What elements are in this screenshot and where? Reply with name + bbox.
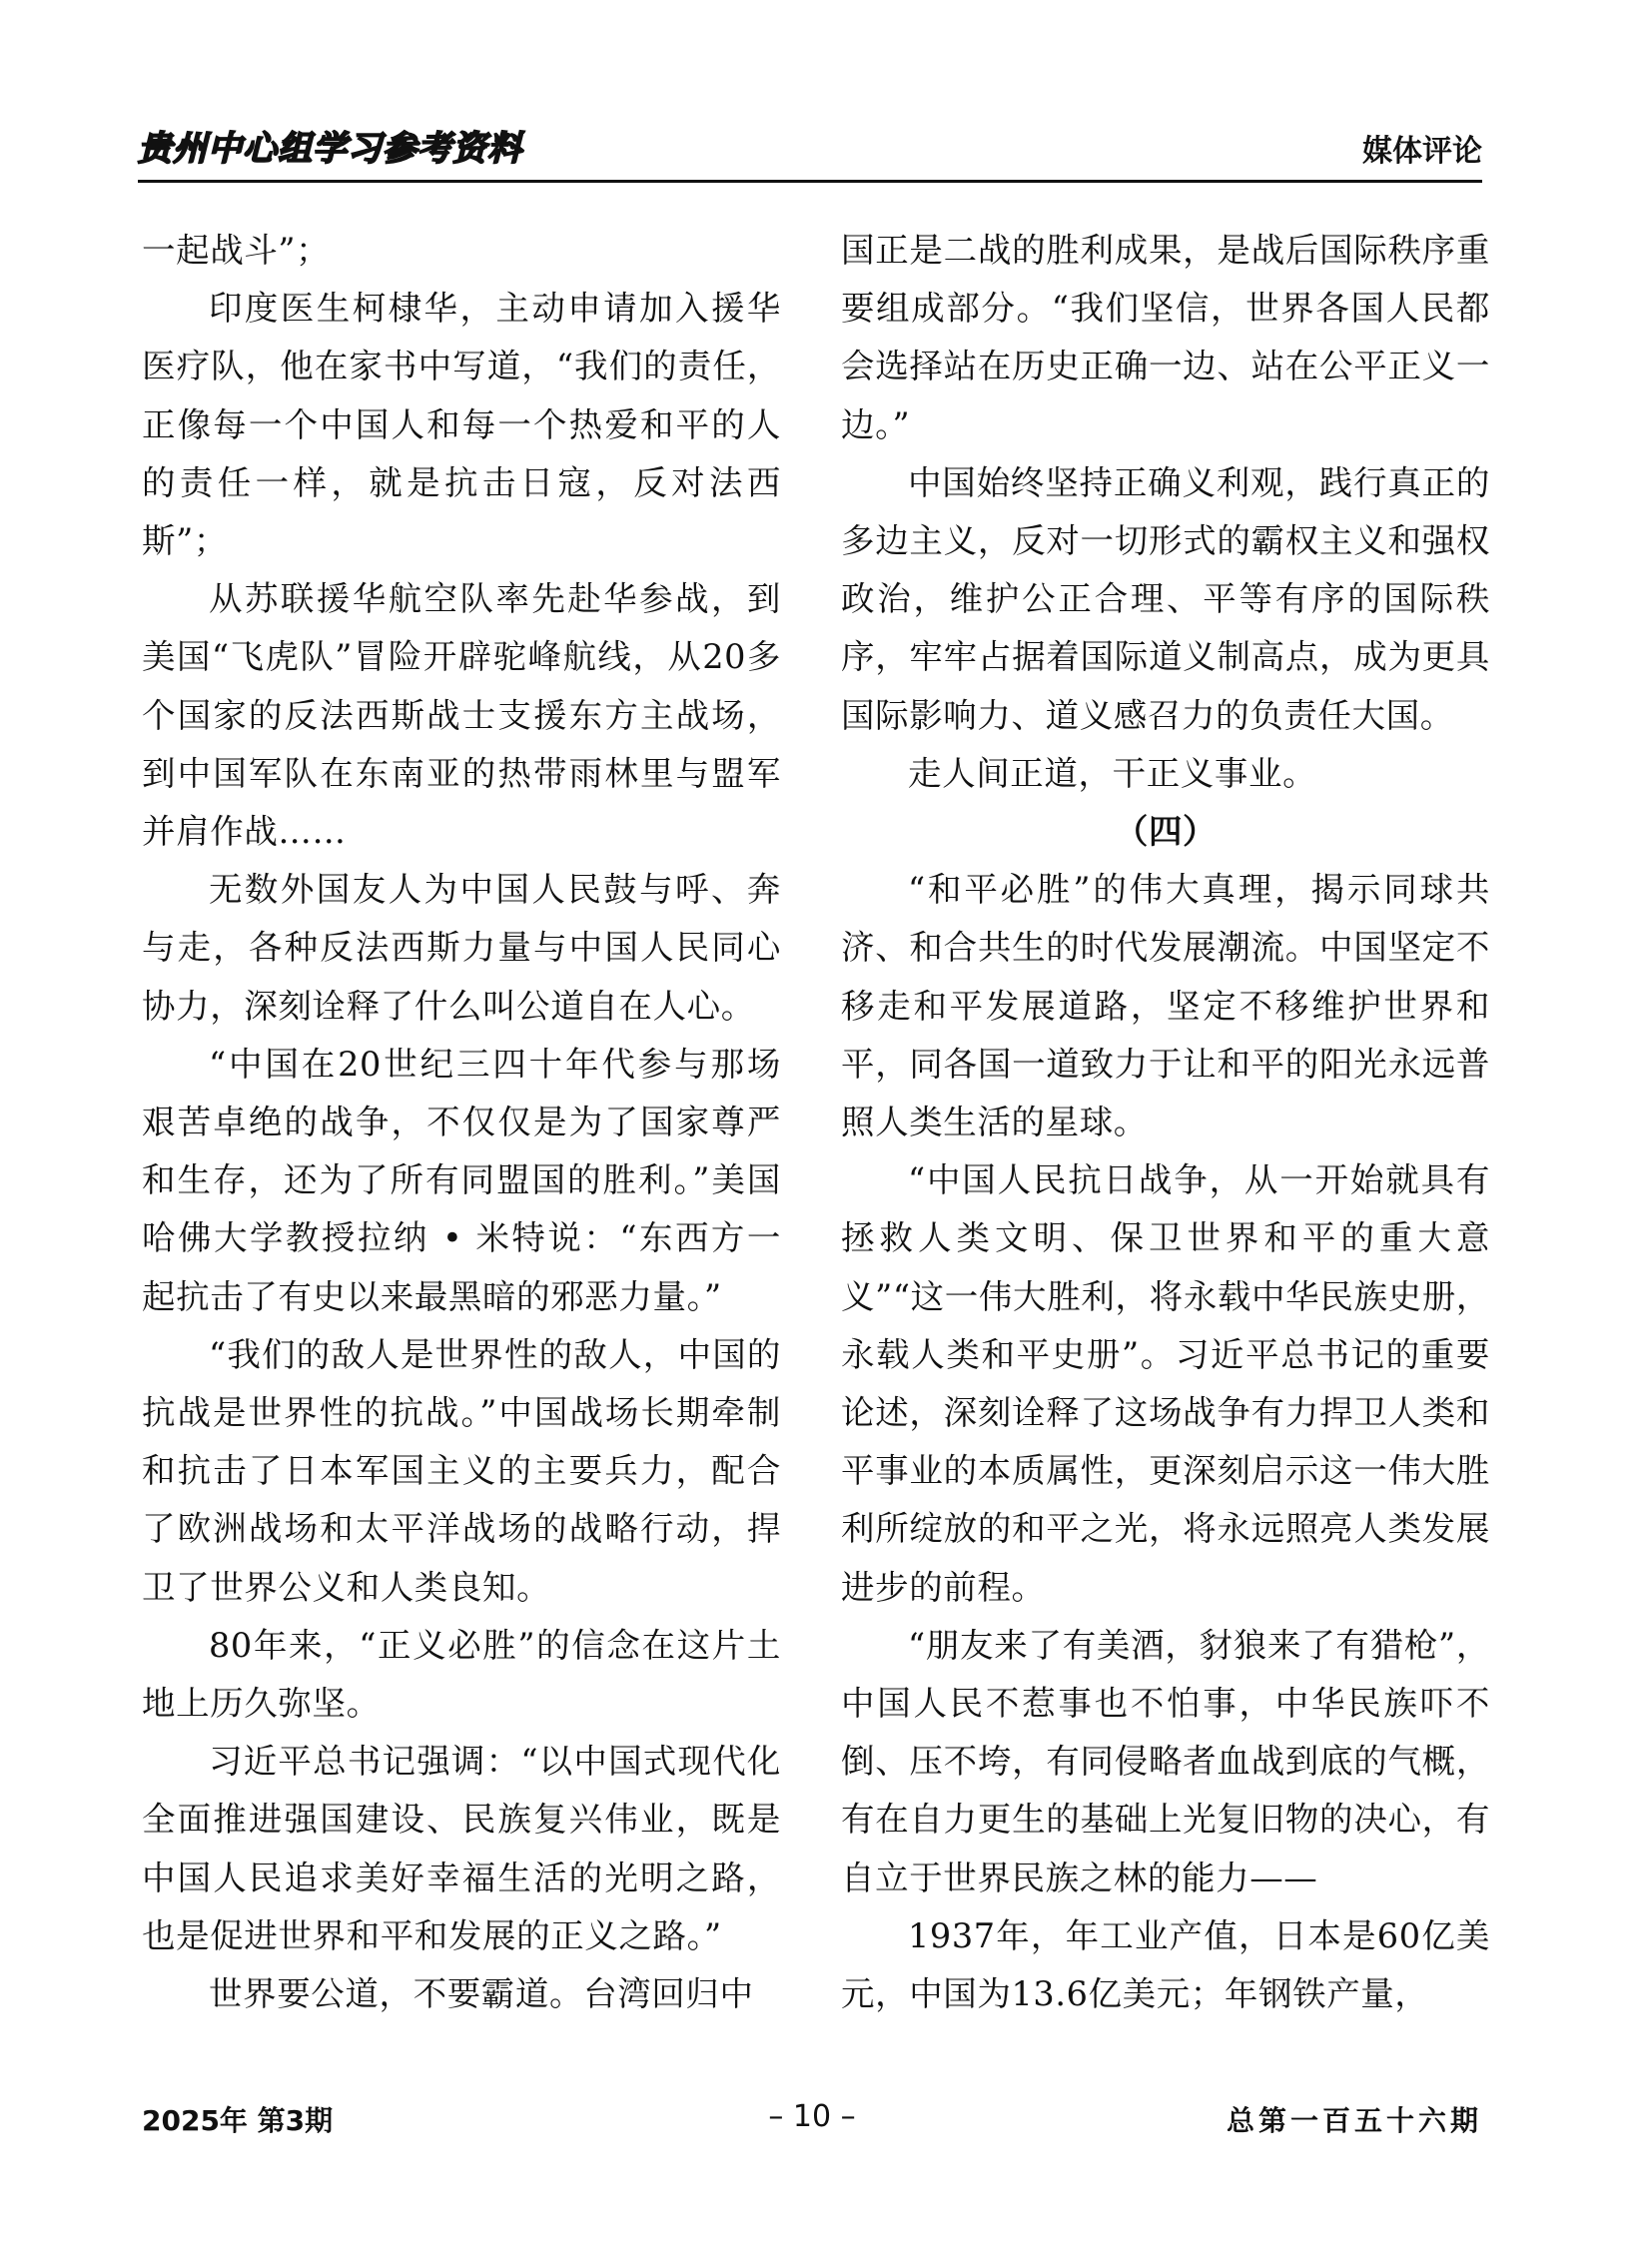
page-footer xyxy=(142,2099,1482,2139)
total-issue-label: 总第一百五十六期 xyxy=(1226,2104,1482,2137)
publication-title: 贵州中心组学习参考资料 xyxy=(138,129,522,169)
paragraph: 1937年，年工业产值，日本是60亿美元，中国为13.6亿美元；年钢铁产量， xyxy=(841,1915,1490,2014)
right-column xyxy=(841,222,1490,2023)
paragraph: 习近平总书记强调：“以中国式现代化全面推进强国建设、民族复兴伟业，既是中国人民追求美好幸福生活的光明之路，也是促进世界和平和发展的正义之路。” xyxy=(142,1742,781,1955)
paragraph: “和平必胜”的伟大真理，揭示同球共济、和合共生的时代发展潮流。中国坚定不移走和平发展道路，坚定不移维护世界和平，同各国一道致力于让和平的阳光永远普照人类生活的星球。 xyxy=(841,870,1490,1142)
issue-label: 2025年 第3期 xyxy=(142,2104,334,2137)
section-title: 媒体评论 xyxy=(1362,134,1482,169)
paragraph: “中国在20世纪三四十年代参与那场艰苦卓绝的战争，不仅仅是为了国家尊严和生存，还为了所有同盟国的胜利。”美国哈佛大学教授拉纳 • 米特说：“东西方一起抗击了有史以来最黑暗的邪恶力量。” xyxy=(142,1044,781,1316)
paragraph: “中国人民抗日战争，从一开始就具有拯救人类文明、保卫世界和平的重大意义”“这一伟大胜利，将永载中华民族史册，永载人类和平史册”。习近平总书记的重要论述，深刻诠释了这场战争有力捍卫人类和平事业的本质属性，更深刻启示这一伟大胜利所绽放的和平之光，将永远照亮人类发展进步的前程。 xyxy=(841,1160,1490,1607)
section-heading: （四） xyxy=(1114,812,1218,852)
paragraph: 从苏联援华航空队率先赴华参战，到美国“飞虎队”冒险开辟驼峰航线，从20多个国家的反法西斯战士支援东方主战场，到中国军队在东南亚的热带雨林里与盟军并肩作战…… xyxy=(142,579,781,852)
paragraph: 一起战斗”； xyxy=(142,231,331,270)
page-number: – 10 – xyxy=(768,2099,856,2134)
left-column xyxy=(142,222,781,2023)
paragraph: “朋友来了有美酒，豺狼来了有猎枪”，中国人民不惹事也不怕事，中华民族吓不倒、压不垮，有同侵略者血战到底的气概，有在自力更生的基础上光复旧物的决心，有自立于世界民族之林的能力—— xyxy=(841,1625,1490,1897)
paragraph: 中国始终坚持正确义利观，践行真正的多边主义，反对一切形式的霸权主义和强权政治，维护公正合理、平等有序的国际秩序，牢牢占据着国际道义制高点，成为更具国际影响力、道义感召力的负责任大国。 xyxy=(841,462,1490,735)
paragraph: 80年来，“正义必胜”的信念在这片土地上历久弥坚。 xyxy=(142,1625,781,1724)
paragraph: 无数外国友人为中国人民鼓与呼、奔与走，各种反法西斯力量与中国人民同心协力，深刻诠释了什么叫公道自在人心。 xyxy=(142,870,781,1026)
paragraph: 世界要公道，不要霸道。台湾回归中 xyxy=(209,1974,754,2014)
paragraph: 走人间正道，干正义事业。 xyxy=(908,753,1317,793)
paragraph: “我们的敌人是世界性的敌人，中国的抗战是世界性的抗战。”中国战场长期牵制和抗击了日本军国主义的主要兵力，配合了欧洲战场和太平洋战场的战略行动，捍卫了世界公义和人类良知。 xyxy=(142,1334,781,1607)
paragraph: 印度医生柯棣华，主动申请加入援华医疗队，他在家书中写道，“我们的责任，正像每一个中国人和每一个热爱和平的人的责任一样，就是抗击日寇，反对法西斯”； xyxy=(142,289,781,561)
page-header xyxy=(138,118,1482,183)
paragraph: 国正是二战的胜利成果，是战后国际秩序重要组成部分。“我们坚信，世界各国人民都会选择站在历史正确一边、站在公平正义一边。” xyxy=(841,231,1490,444)
